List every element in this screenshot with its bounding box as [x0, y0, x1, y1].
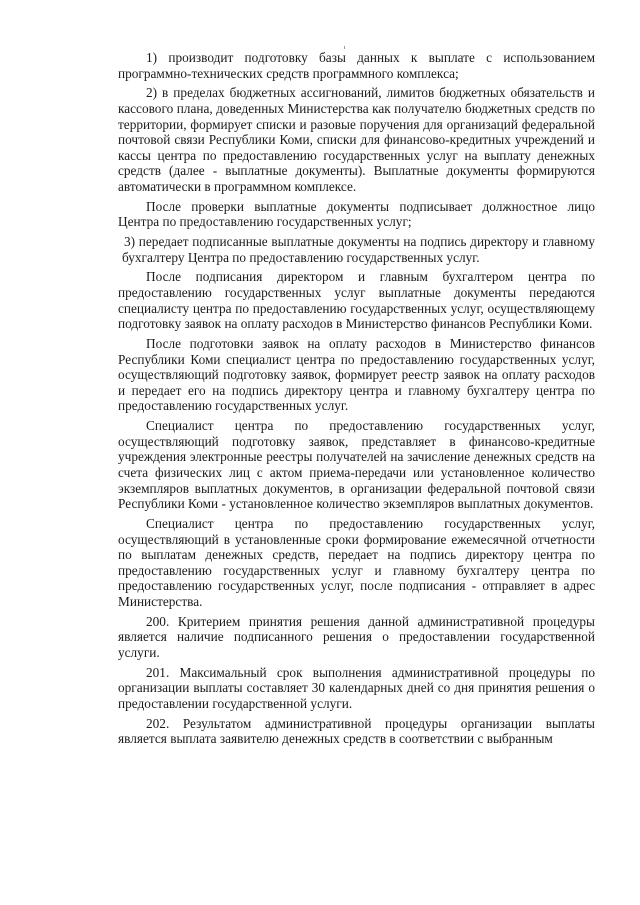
paragraph: Специалист центра по предоставлению государственных услуг, осуществляющий подготовку заявок, представляет в финансово-кредитные учреждения электронные реестры получателей на зачисление денежных средств на счета физических лиц с актом приема-передачи или установленное количество экземпляров выплатных документов, в организации федеральной почтовой связи Республики Коми - установленное количество экземпляров выплатных документов. [118, 418, 595, 512]
paragraph: 3) передает подписанные выплатные документы на подпись директору и главному бухгалтеру Центра по предоставлению государственных услуг. [122, 234, 595, 265]
paragraph: 200. Критерием принятия решения данной административной процедуры является наличие подписанного решения о предоставлении государственной услуги. [118, 613, 595, 660]
paragraph: После проверки выплатные документы подписывает должностное лицо Центра по предоставлению государственных услуг; [118, 198, 595, 230]
paragraph: 1) производит подготовку базы данных к выплате с использованием программно-технических средств программного комплекса; [118, 50, 595, 81]
document-body [118, 50, 595, 751]
paragraph: 2) в пределах бюджетных ассигнований, лимитов бюджетных обязательств и кассового плана, доведенных Министерства как получателю бюджетных средств по территории, формирует списки и разовые поручения для организаций федеральной почтовой связи Республики Коми, списки для финансово-кредитных учреждений и кассы центра по предоставлению государственных услуг на выплату денежных средств (далее - выплатные документы). Выплатные документы формируются автоматически в программном комплексе. [118, 85, 595, 194]
paragraph: После подписания директором и главным бухгалтером центра по предоставлению государственных услуг выплатные документы передаются специалисту центра по предоставлению государственных услуг, осуществляющему подготовку заявок на оплату расходов в Министерство финансов Республики Коми. [118, 269, 595, 332]
paragraph: После подготовки заявок на оплату расходов в Министерство финансов Республики Коми специалист центра по предоставлению государственных услуг, осуществляющий подготовку заявок, формирует реестр заявок на оплату расходов и передает его на подпись директору центра и главному бухгалтеру центра по предоставлению государственных услуг. [118, 336, 595, 414]
paragraph: Специалист центра по предоставлению государственных услуг, осуществляющий в установленные сроки формирование ежемесячной отчетности по выплатам денежных средств, передает на подпись директору центра по предоставлению государственных услуг и главному бухгалтеру центра по предоставлению государственных услуг, после подписания - отправляет в адрес Министерства. [118, 515, 595, 609]
paragraph: 201. Максимальный срок выполнения административной процедуры по организации выплаты составляет 30 календарных дней со дня принятия решения о предоставлении государственной услуги. [118, 664, 595, 711]
scan-mark [344, 46, 345, 49]
paragraph: 202. Результатом административной процедуры организации выплаты является выплата заявителю денежных средств в соответствии с выбранным [118, 715, 595, 747]
